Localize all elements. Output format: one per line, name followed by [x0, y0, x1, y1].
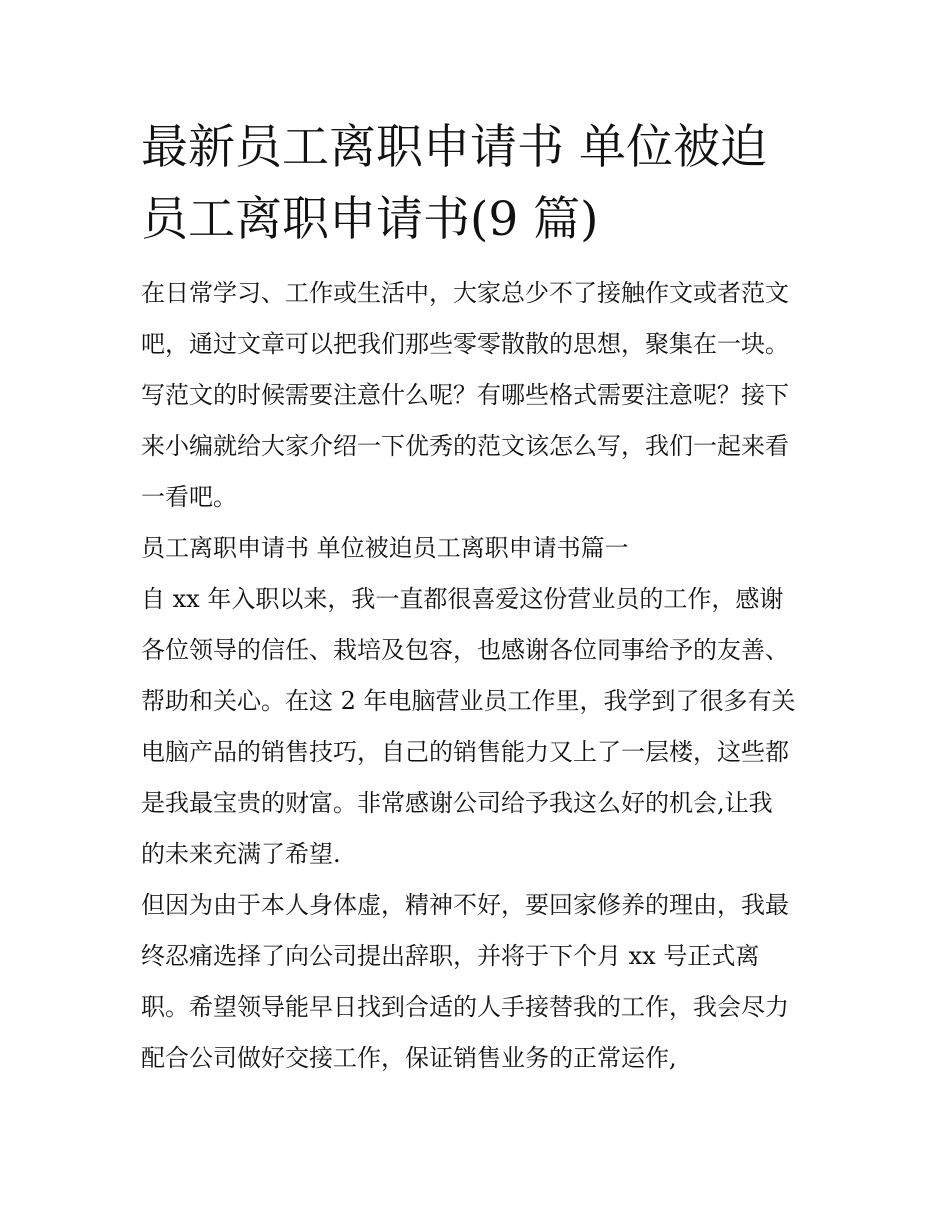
section-heading: 员工离职申请书 单位被迫员工离职申请书篇一: [141, 534, 629, 562]
paragraph-line: 各位领导的信任、栽培及包容，也感谢各位同事给予的友善、: [141, 636, 789, 664]
intro-line: 来小编就给大家介绍一下优秀的范文该怎么写，我们一起来看: [141, 432, 789, 460]
paragraph-line: 帮助和关心。在这 2 年电脑营业员工作里，我学到了很多有关: [141, 687, 796, 715]
paragraph-line: 职。希望领导能早日找到合适的人手接替我的工作，我会尽力: [141, 993, 789, 1021]
intro-line: 在日常学习、工作或生活中，大家总少不了接触作文或者范文: [141, 279, 789, 307]
paragraph-line: 配合公司做好交接工作，保证销售业务的正常运作,: [141, 1044, 677, 1072]
intro-line: 一看吧。: [141, 483, 237, 511]
document-body: [141, 268, 831, 1084]
paragraph-line: 的未来充满了希望.: [141, 840, 341, 868]
intro-line: 写范文的时候需要注意什么呢？有哪些格式需要注意呢？接下: [141, 381, 789, 409]
paragraph-line: 自 xx 年入职以来，我一直都很喜爱这份营业员的工作，感谢: [141, 585, 784, 613]
document-title: [141, 112, 831, 256]
paragraph-line: 但因为由于本人身体虚，精神不好，要回家修养的理由，我最: [141, 891, 789, 919]
paragraph-line: 是我最宝贵的财富。非常感谢公司给予我这么好的机会,让我: [141, 789, 773, 817]
title-line: 最新员工离职申请书 单位被迫: [141, 120, 767, 175]
paragraph-line: 电脑产品的销售技巧，自己的销售能力又上了一层楼，这些都: [141, 738, 789, 766]
intro-line: 吧，通过文章可以把我们那些零零散散的思想，聚集在一块。: [141, 330, 789, 358]
title-line: 员工离职申请书(9 篇): [141, 192, 599, 247]
document-content: [141, 112, 831, 1084]
paragraph-line: 终忍痛选择了向公司提出辞职，并将于下个月 xx 号正式离: [141, 942, 760, 970]
